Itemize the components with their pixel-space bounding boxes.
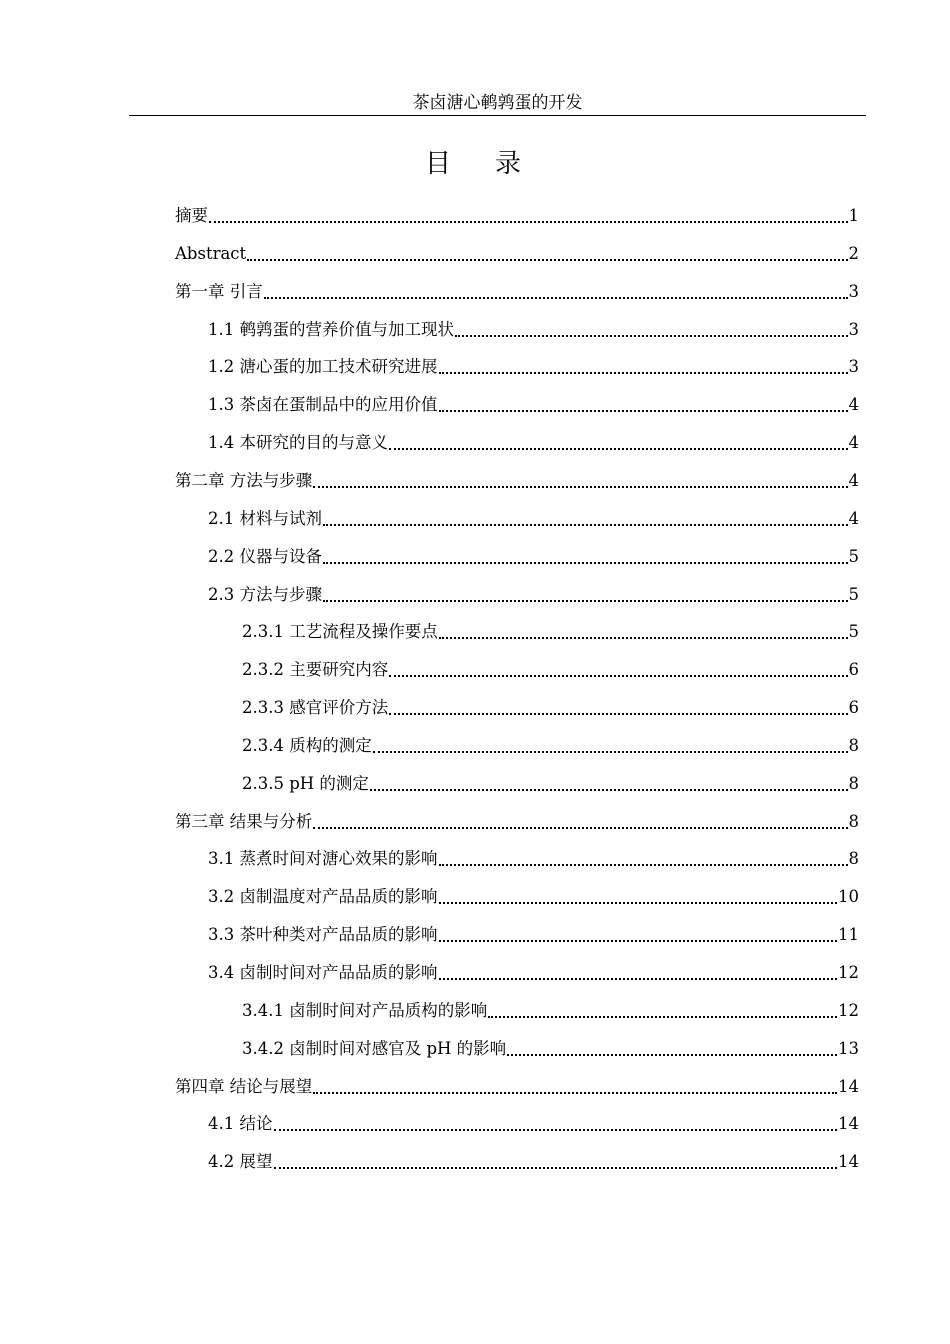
toc-entry-label: 1.3 茶卤在蛋制品中的应用价值 (208, 395, 438, 415)
toc-entry-label: 3.1 蒸煮时间对溏心效果的影响 (208, 849, 438, 869)
toc-entry-label: 3.4 卤制时间对产品品质的影响 (208, 963, 438, 982)
toc-entry-label: Abstract (175, 243, 247, 263)
toc-entry-page: 14 (838, 1076, 859, 1096)
toc-dot-leader (274, 1167, 838, 1169)
toc-dot-leader (247, 259, 847, 261)
toc-entry-page: 6 (848, 698, 859, 718)
toc-dot-leader (313, 827, 847, 829)
toc-dot-leader (455, 335, 848, 337)
toc-entry-label: 4.2 展望 (208, 1152, 273, 1172)
toc-entry-page: 11 (838, 925, 859, 945)
toc-entry-page: 8 (848, 849, 859, 869)
toc-entry[interactable] (242, 1030, 859, 1068)
toc-entry-page: 12 (838, 963, 859, 982)
toc-entry-page: 4 (848, 470, 859, 490)
toc-dot-leader (264, 297, 848, 299)
toc-entry-page: 5 (848, 622, 859, 642)
toc-entry[interactable] (175, 273, 859, 311)
toc-entry-label: 3.3 茶叶种类对产品品质的影响 (208, 925, 438, 945)
toc-entry[interactable] (208, 1105, 859, 1143)
toc-dot-leader (370, 789, 848, 791)
toc-entry-label: 2.1 材料与试剂 (208, 508, 322, 528)
toc-dot-leader (323, 562, 848, 564)
toc-dot-leader (313, 486, 847, 488)
toc-entry[interactable] (208, 311, 859, 349)
toc-entry-label: 2.3 方法与步骤 (208, 584, 322, 604)
toc-dot-leader (209, 221, 848, 223)
toc-entry[interactable] (208, 840, 859, 878)
toc-entry[interactable] (208, 954, 859, 992)
toc-entry-page: 4 (848, 508, 859, 528)
toc-entry[interactable] (208, 348, 859, 386)
running-header-title: 茶卤溏心鹌鹑蛋的开发 (412, 93, 583, 113)
toc-entry-label: 第四章 结论与展望 (175, 1076, 313, 1096)
toc-entry[interactable] (208, 386, 859, 424)
toc-dot-leader (373, 751, 848, 753)
toc-entry[interactable] (208, 538, 859, 576)
toc-entry[interactable] (242, 651, 859, 689)
toc-entry-page: 14 (838, 1114, 859, 1134)
toc-entry-page: 13 (838, 1038, 859, 1058)
toc-entry-page: 3 (848, 357, 859, 377)
toc-entry[interactable] (175, 462, 859, 500)
toc-dot-leader (313, 1092, 837, 1094)
toc-entry[interactable] (208, 916, 859, 954)
toc-entry[interactable] (208, 878, 859, 916)
toc-dot-leader (389, 713, 847, 715)
toc-entry[interactable] (242, 765, 859, 803)
toc-entry-label: 第三章 结果与分析 (175, 811, 313, 831)
toc-dot-leader (389, 448, 848, 450)
toc-entry-label: 2.3.3 感官评价方法 (242, 698, 389, 718)
toc-dot-leader (507, 1054, 837, 1056)
toc-entry-page: 1 (848, 206, 859, 225)
toc-entry[interactable] (208, 500, 859, 538)
toc-dot-leader (439, 637, 848, 639)
toc-entry-page: 6 (848, 660, 859, 680)
toc-dot-leader (274, 1129, 838, 1131)
running-header (129, 92, 866, 116)
toc-entry-label: 第二章 方法与步骤 (175, 470, 313, 490)
toc-entry-label: 2.3.2 主要研究内容 (242, 660, 389, 680)
toc-entry-page: 8 (848, 811, 859, 831)
toc-entry-label: 2.2 仪器与设备 (208, 546, 322, 566)
toc-entry-page: 4 (848, 395, 859, 415)
toc-entry-label: 1.4 本研究的目的与意义 (208, 433, 388, 453)
toc-entry-label: 2.3.1 工艺流程及操作要点 (242, 622, 438, 642)
toc-entry-label: 2.3.5 pH 的测定 (242, 773, 369, 793)
toc-dot-leader (439, 864, 848, 866)
toc-entry[interactable] (242, 613, 859, 651)
toc-entry-label: 3.2 卤制温度对产品品质的影响 (208, 887, 438, 907)
toc-entry[interactable] (208, 576, 859, 614)
toc-entry-label: 4.1 结论 (208, 1114, 273, 1134)
toc-dot-leader (389, 675, 847, 677)
toc-entry-page: 10 (838, 887, 859, 907)
toc-entry-label: 3.4.1 卤制时间对产品质构的影响 (242, 1000, 488, 1020)
toc-entry-page: 8 (848, 735, 859, 755)
toc-entry-page: 4 (848, 433, 859, 453)
toc-entry-page: 14 (838, 1152, 859, 1172)
toc-entry-page: 8 (848, 773, 859, 793)
toc-entry[interactable] (175, 803, 859, 841)
toc-entry[interactable] (242, 992, 859, 1030)
toc-entry-label: 1.2 溏心蛋的加工技术研究进展 (208, 357, 438, 377)
toc-entry[interactable] (175, 1068, 859, 1106)
toc-entry-label: 2.3.4 质构的测定 (242, 735, 372, 755)
toc-dot-leader (439, 372, 848, 374)
toc-dot-leader (439, 902, 838, 904)
toc-entry-label: 摘要 (175, 206, 208, 225)
toc-entry[interactable] (208, 424, 859, 462)
toc-entry-page: 5 (848, 546, 859, 566)
toc-entry-page: 3 (848, 319, 859, 339)
toc-entry[interactable] (242, 727, 859, 765)
toc-entry-label: 1.1 鹌鹑蛋的营养价值与加工现状 (208, 319, 454, 339)
toc-dot-leader (323, 524, 848, 526)
toc-entry-page: 3 (848, 281, 859, 301)
toc-entry-label: 第一章 引言 (175, 281, 263, 301)
toc-entry[interactable] (175, 197, 859, 235)
toc-entry-page: 2 (848, 243, 859, 263)
toc-dot-leader (439, 978, 838, 980)
toc-dot-leader (488, 1016, 837, 1018)
toc-entry-label: 3.4.2 卤制时间对感官及 pH 的影响 (242, 1038, 507, 1058)
toc-entry-page: 12 (838, 1000, 859, 1020)
toc-entry[interactable] (208, 1143, 859, 1181)
toc-entry[interactable] (242, 689, 859, 727)
toc-dot-leader (439, 940, 838, 942)
toc-title: 目录 (424, 149, 565, 179)
toc-dot-leader (439, 410, 848, 412)
toc-entry[interactable] (175, 235, 859, 273)
toc-entry-page: 5 (848, 584, 859, 604)
toc-dot-leader (323, 600, 848, 602)
